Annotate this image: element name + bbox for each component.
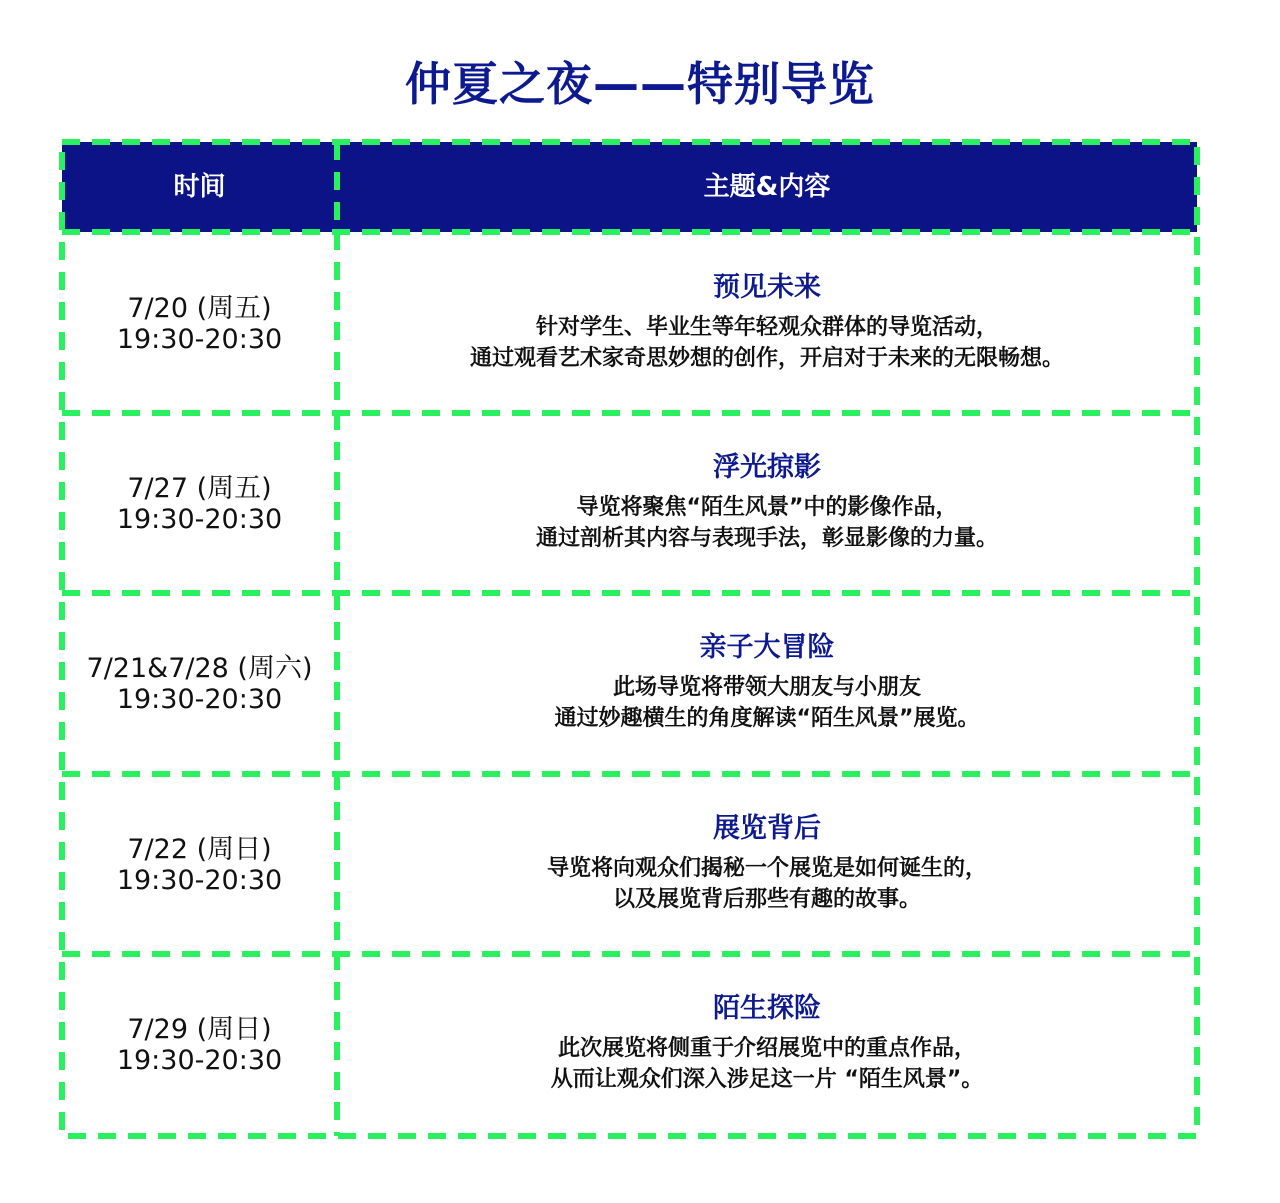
header-theme: 主题&内容: [703, 172, 831, 202]
topic-title: 浮光掠影: [713, 451, 821, 483]
description-line: 以及展览背后那些有趣的故事。: [612, 886, 921, 912]
topic-title: 陌生探险: [713, 992, 821, 1024]
description-line: 通过剖析其内容与表现手法，彰显影像的力量。: [535, 525, 998, 551]
description-line: 通过妙趣横生的角度解读“陌生风景”展览。: [554, 705, 980, 731]
description-line: 此次展览将侧重于介绍展览中的重点作品，: [557, 1035, 976, 1061]
description-line: 导览将向观众们揭秘一个展览是如何诞生的，: [546, 855, 987, 881]
description-line: 通过观看艺术家奇思妙想的创作，开启对于未来的无限畅想。: [469, 345, 1064, 371]
time-text: 19:30-20:30: [116, 865, 283, 896]
time-text: 19:30-20:30: [116, 684, 283, 715]
header-time: 时间: [173, 172, 226, 202]
topic-title: 预见未来: [713, 271, 821, 303]
date-text: 7/20 (周五): [127, 293, 272, 324]
time-text: 19:30-20:30: [116, 324, 283, 355]
date-text: 7/21&7/28 (周六): [86, 653, 313, 684]
description-line: 针对学生、毕业生等年轻观众群体的导览活动，: [535, 314, 998, 340]
time-text: 19:30-20:30: [116, 1045, 283, 1076]
table-outer-border: [62, 142, 1197, 1136]
date-text: 7/27 (周五): [127, 473, 272, 504]
description-line: 此场导览将带领大朋友与小朋友: [612, 674, 921, 700]
date-text: 7/29 (周日): [127, 1014, 272, 1045]
topic-title: 展览背后: [713, 812, 821, 844]
description-line: 从而让观众们深入涉足这一片 “陌生风景”。: [550, 1066, 984, 1092]
dashed-grid-lines: [62, 142, 1197, 1136]
page-title: 仲夏之夜——特别导览: [405, 57, 875, 111]
time-text: 19:30-20:30: [116, 504, 283, 535]
date-text: 7/22 (周日): [127, 834, 272, 865]
topic-title: 亲子大冒险: [699, 631, 835, 663]
description-line: 导览将聚焦“陌生风景”中的影像作品，: [576, 494, 958, 520]
schedule-table: [62, 142, 1197, 1136]
